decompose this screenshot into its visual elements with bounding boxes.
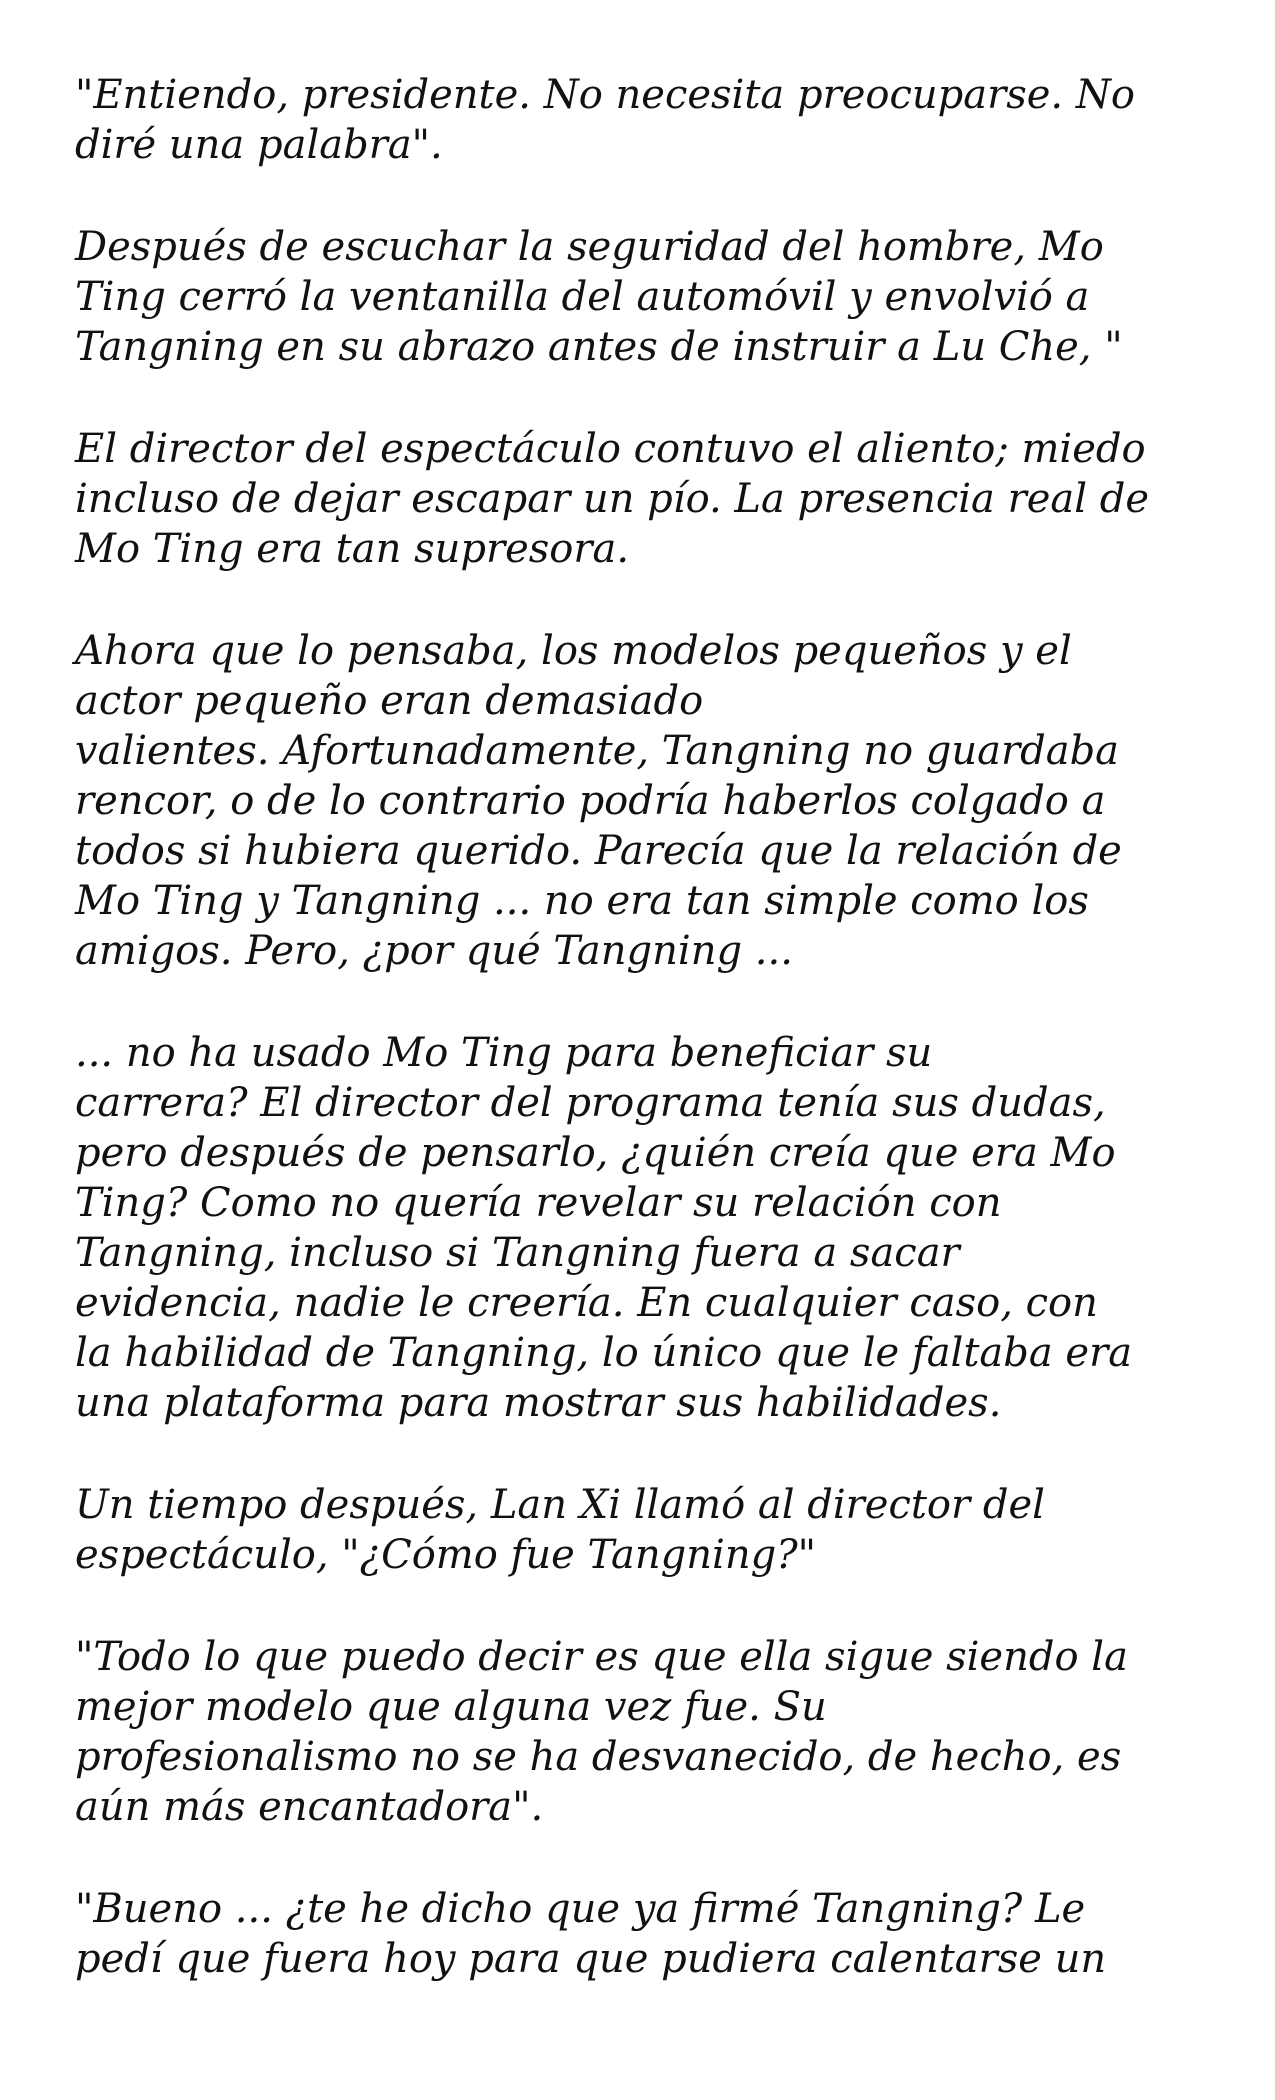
text-line: Tangning, incluso si Tangning fuera a sacar (75, 1230, 960, 1276)
text-line: pero después de pensarlo, ¿quién creía que era Mo (75, 1130, 1116, 1176)
text-line: ... no ha usado Mo Ting para beneficiar su (75, 1030, 933, 1076)
text-line: Mo Ting era tan supresora. (75, 526, 630, 572)
text-line: "Todo lo que puedo decir es que ella sigue siendo la (75, 1634, 1128, 1680)
paragraph-8 (75, 1884, 1215, 1984)
text-line: aún más encantadora". (75, 1784, 544, 1830)
paragraph-2 (75, 222, 1215, 372)
text-line: Ting cerró la ventanilla del automóvil y envolvió a (75, 274, 1090, 320)
text-line: evidencia, nadie le creería. En cualquier caso, con (75, 1280, 1098, 1326)
text-line: El director del espectáculo contuvo el aliento; miedo (75, 426, 1146, 472)
text-line: Tangning en su abrazo antes de instruir a Lu Che, " (75, 324, 1123, 370)
text-line: la habilidad de Tangning, lo único que le faltaba era (75, 1330, 1133, 1376)
text-line: profesionalismo no se ha desvanecido, de hecho, es (75, 1734, 1122, 1780)
text-line: amigos. Pero, ¿por qué Tangning ... (75, 928, 793, 974)
paragraph-7 (75, 1632, 1215, 1832)
text-line: rencor, o de lo contrario podría haberlos colgado a (75, 778, 1106, 824)
paragraph-5 (75, 1028, 1215, 1428)
text-line: incluso de dejar escapar un pío. La presencia real de (75, 476, 1150, 522)
paragraph-3 (75, 424, 1215, 574)
text-line: carrera? El director del programa tenía sus dudas, (75, 1080, 1106, 1126)
text-line: "Bueno ... ¿te he dicho que ya firmé Tangning? Le (75, 1886, 1086, 1932)
paragraph-4 (75, 626, 1215, 976)
text-line: todos si hubiera querido. Parecía que la relación de (75, 828, 1122, 874)
text-line: mejor modelo que alguna vez fue. Su (75, 1684, 827, 1730)
text-line: actor pequeño eran demasiado (75, 678, 704, 724)
text-line: "Entiendo, presidente. No necesita preocuparse. No (75, 72, 1135, 118)
text-line: una plataforma para mostrar sus habilidades. (75, 1380, 1002, 1426)
text-line: espectáculo, "¿Cómo fue Tangning?" (75, 1532, 817, 1578)
paragraph-6 (75, 1480, 1215, 1580)
text-line: Después de escuchar la seguridad del hombre, Mo (75, 224, 1104, 270)
text-line: Un tiempo después, Lan Xi llamó al director del (75, 1482, 1045, 1528)
text-line: pedí que fuera hoy para que pudiera calentarse un (75, 1936, 1107, 1982)
paragraph-1 (75, 70, 1215, 170)
text-line: Ting? Como no quería revelar su relación con (75, 1180, 1002, 1226)
text-line: diré una palabra". (75, 122, 443, 168)
text-line: Mo Ting y Tangning ... no era tan simple como los (75, 878, 1089, 924)
text-line: valientes. Afortunadamente, Tangning no guardaba (75, 728, 1120, 774)
text-line: Ahora que lo pensaba, los modelos pequeños y el (75, 628, 1072, 674)
